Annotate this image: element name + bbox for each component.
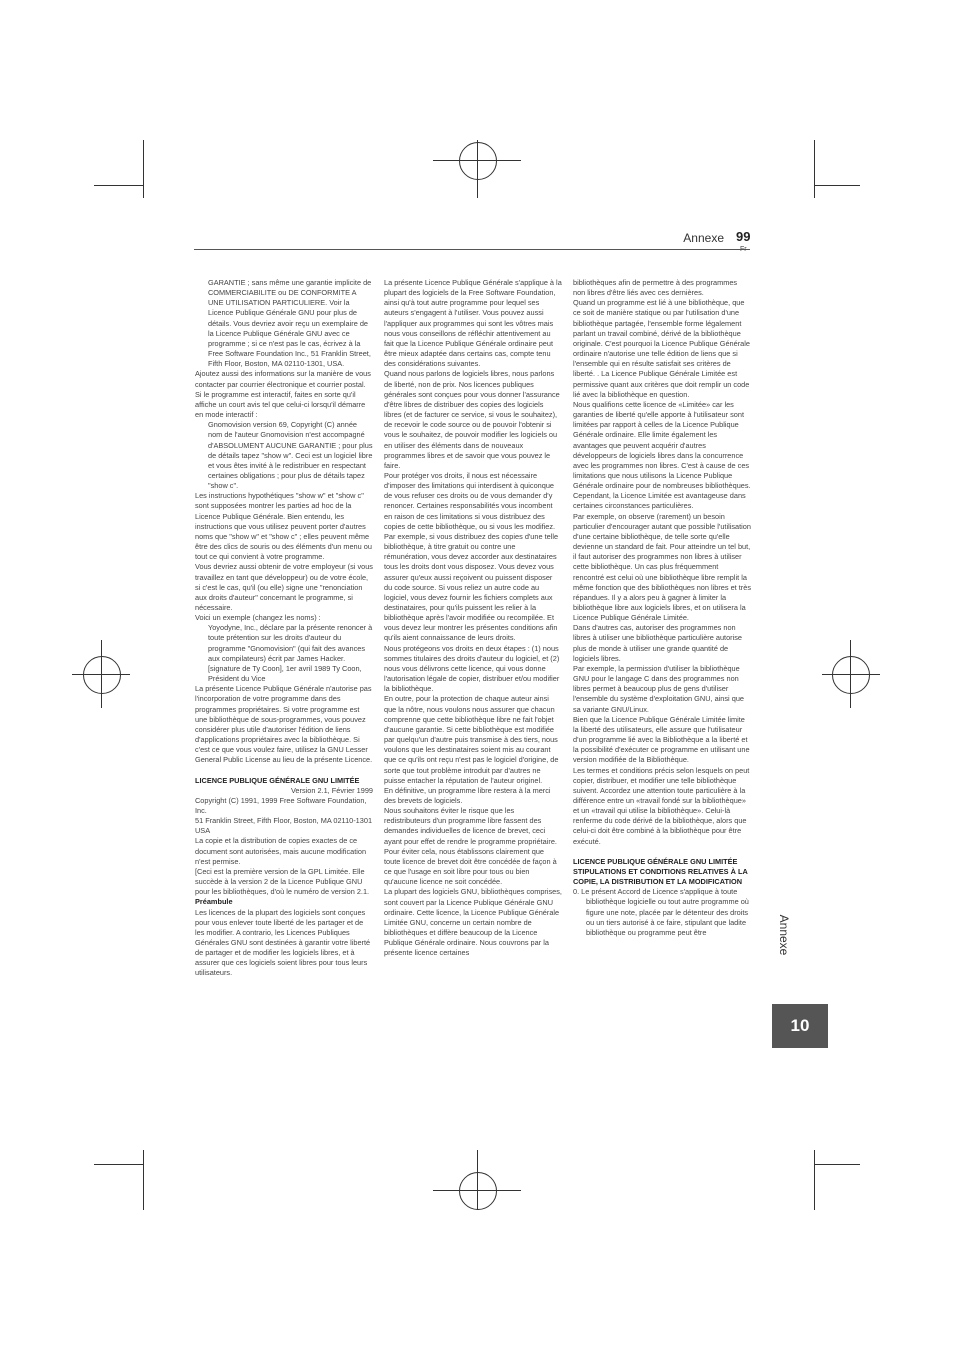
paragraph: Par exemple, on observe (rarement) un besoin particulier d'encourager autant que possible l'utilisation d'une certaine bibliothèque, de telle sorte qu'elle devienne un standard de fait. Pour atteindre un tel but, il faut autoriser des programmes non libres à utiliser cette bibliothèque. Un cas plus fréquemment rencontré est celui où une bibliothèque libre remplit la même fonction que des bibliothèques non libres et très répandues. Il y a alors peu à gagner à limiter la bibliothèque libre aux logiciels libres, et on utilisera la Licence Publique Générale Limitée. xyxy=(573,511,751,623)
crop-mark xyxy=(143,140,144,198)
paragraph: Par exemple, la permission d'utiliser la bibliothèque GNU pour le langage C dans des programmes non libres permet à beaucoup plus de gens d'utiliser l'ensemble du système d'exploitation GNU, ainsi que sa variante GNU/Linux. xyxy=(573,663,744,714)
chapter-tab: 10 xyxy=(772,1004,828,1048)
paragraph: Les instructions hypothétiques "show w" et "show c" sont supposées montrer les parties ad hoc de la Licence Publique Générale. Bien entendu, les instructions que vous utilisez peuvent porter d'autres noms que "show w" et "show c" ; elles peuvent même être des clics de souris ou des éléments d'un menu ou tout ce qui convient à votre programme. xyxy=(195,491,372,562)
paragraph: LICENCE PUBLIQUE GÉNÉRALE GNU LIMITÉE xyxy=(195,775,360,785)
page-number: 99 xyxy=(736,229,751,244)
paragraph: Préambule xyxy=(195,897,233,907)
paragraph: Copyright (C) 1991, 1999 Free Software Foundation, Inc. xyxy=(195,795,367,815)
registration-mark-icon xyxy=(83,656,121,694)
paragraph: Voici un exemple (changez les noms) : xyxy=(195,613,321,623)
paragraph: Ajoutez aussi des informations sur la manière de vous contacter par courrier électronique et courrier postal. xyxy=(195,369,371,389)
paragraph: En outre, pour la protection de chaque auteur ainsi que la nôtre, nous voulons nous assurer que chacun comprenne que cette bibliothèque libre ne fait l'objet d'aucune garantie. Si cette bibliothèque est modifiée par quelqu'un d'autre puis transmise à des tiers, nous voulons que les destinataires soient mis au courant que ce qu'ils ont reçu n'est pas le logiciel d'origine, de sorte que tout problème introduit par d'autres ne puisse entacher la réputation de l'auteur originel. xyxy=(384,694,559,785)
paragraph: Quand un programme est lié à une bibliothèque, que ce soit de manière statique ou par l'utilisation d'une bibliothèque partagée, l'ensemble forme légalement parlant un travail combiné, dérivé de la bibliothèque originale. C'est pourquoi la Licence Publique Générale ordinaire n'autorise une telle édition de liens que si l'ensemble qui en résulte satisfait ses critères de liberté. . La Licence Publique Générale Limitée est permissive quant aux critères que doit remplir un code lié avec la bibliothèque en question. xyxy=(573,298,750,399)
paragraph: Nous souhaitons éviter le risque que les redistributeurs d'un programme libre fassent des demandes individuelles de licence de brevet, ceci ayant pour effet de rendre le programme propriétaire. Pour éviter cela, nous établissons clairement que toute licence de brevet doit être concédée de façon à ce que l'usage en soit libre pour tous ou bien qu'aucune licence ne soit concédée. xyxy=(384,806,557,887)
paragraph: 51 Franklin Street, Fifth Floor, Boston, MA 02110-1301 USA xyxy=(195,816,373,836)
crop-mark xyxy=(94,185,144,186)
header-rule xyxy=(194,249,750,250)
paragraph: En définitive, un programme libre restera à la merci des brevets de logiciels. xyxy=(384,785,551,805)
crop-mark xyxy=(143,1150,144,1210)
paragraph: Gnomovision version 69, Copyright (C) année nom de l'auteur Gnomovision n'est accompagné d'ABSOLUMENT AUCUNE GARANTIE ; pour plus de détails tapez "show w". Ceci est un logiciel libre et vous êtes invité à le redistribuer en respectant certaines obligations ; pour plus de détails tapez "show c". xyxy=(208,420,373,491)
paragraph: La plupart des logiciels GNU, bibliothèques comprises, sont couvert par la Licence Publique Générale GNU ordinaire. Cette licence, la Licence Publique Générale Limitée GNU, concerne un certain nombre de bibliothèques et diffère beaucoup de la Licence Publique Générale ordinaire. Nous couvrons par la présente licence certaines xyxy=(384,887,562,958)
paragraph: bibliothèques afin de permettre à des programmes non libres d'être liés avec ces dernières. xyxy=(573,278,738,298)
paragraph: La présente Licence Publique Générale s'applique à la plupart des logiciels de la Free Software Foundation, ainsi qu'à tout autre programme pour lequel ses auteurs s'engagent à l'utiliser. Vous pouvez aussi l'appliquer aux programmes qui sont les vôtres mais nous vous conseillons de réfléchir attentivement au fait que la Licence Publique Générale ordinaire peut être mieux adaptée dans certains cas, compte tenu des considérations suivantes. xyxy=(384,278,562,369)
paragraph: LICENCE PUBLIQUE GÉNÉRALE GNU LIMITÉE STIPULATIONS ET CONDITIONS RELATIVES À LA COPIE, LA DISTRIBUTION ET LA MODIFICATION xyxy=(573,856,748,887)
paragraph: Version 2.1, Février 1999 xyxy=(290,785,373,795)
paragraph: Nous protégeons vos droits en deux étapes : (1) nous sommes titulaires des droits d'auteur du logiciel, et (2) nous vous délivrons cette licence, qui vous donne l'autorisation légale de copier, distribuer et/ou modifier la bibliothèque. xyxy=(384,643,560,694)
paragraph: Dans d'autres cas, autoriser des programmes non libres à utiliser une bibliothèque particulière autorise plus de monde à utiliser une grande quantité de logiciels libres. xyxy=(573,623,743,663)
paragraph: La présente Licence Publique Générale n'autorise pas l'incorporation de votre programme dans des programmes propriétaires. Si votre programme est une bibliothèque de sous-programmes, vous pouvez considérer plus utile d'autoriser l'édition de liens d'applications propriétaires avec la bibliothèque. Si c'est ce que vous voulez faire, utilisez la GNU Lesser General Public License au lieu de la présente Licence. xyxy=(195,684,373,765)
paragraph: GARANTIE ; sans même une garantie implicite de COMMERCIABILITE ou DE CONFORMITE A UNE UTILISATION PARTICULIERE. Voir la Licence Publique Générale GNU pour plus de détails. Vous devriez avoir reçu un exemplaire de la Licence Publique Générale GNU avec ce programme ; si ce n'est pas le cas, écrivez à la Free Software Foundation Inc., 51 Franklin Street, Fifth Floor, Boston, MA 02110-1301, USA. xyxy=(208,278,372,369)
registration-mark-icon xyxy=(459,1172,497,1210)
paragraph: Les termes et conditions précis selon lesquels on peut copier, distribuer, et modifier une telle bibliothèque suivent. Accordez une attention toute particulière à la différence entre un «travail fondé sur la bibliothèque» et un «travail qui utilise la bibliothèque». Celui-là renferme du code dérivé de la bibliothèque, alors que celui-ci doit être combiné à la bibliothèque pour être exécuté. xyxy=(573,765,750,846)
paragraph: La copie et la distribution de copies exactes de ce document sont autorisées, mais aucune modification n'est permise. xyxy=(195,836,367,866)
text-column-3 xyxy=(573,278,751,938)
paragraph: Quand nous parlons de logiciels libres, nous parlons de liberté, non de prix. Nos licences publiques générales sont conçues pour vous donner l'assurance d'être libres de distribuer des copies des logiciels libres (et de facturer ce service, si vous le souhaitez), de recevoir le code source ou de pouvoir l'obtenir si vous le souhaitez, de pouvoir modifier les logiciels ou en utiliser des éléments dans de nouveaux programmes libres et de savoir que vous pouvez le faire. xyxy=(384,369,560,470)
paragraph: Pour protéger vos droits, il nous est nécessaire d'imposer des limitations qui interdisent à quiconque de vous refuser ces droits ou de vous demander d'y renoncer. Certaines responsabilités vous incombent en raison de ces limitations si vous distribuez des copies de cette bibliothèque, ou si vous les modifiez. xyxy=(384,470,556,531)
section-title: Annexe xyxy=(683,231,724,245)
paragraph: Yoyodyne, Inc., déclare par la présente renoncer à toute prétention sur les droits d'auteur du programme "Gnomovision" (qui fait des avances aux compilateurs) écrit par James Hacker. [signature de Ty Coon], 1er avril 1989 Ty Coon, Président du Vice xyxy=(208,623,373,684)
crop-mark xyxy=(814,1150,815,1210)
crop-mark xyxy=(814,1164,860,1165)
text-column-1 xyxy=(195,278,373,979)
crop-mark xyxy=(814,185,860,186)
paragraph: 0. Le présent Accord de Licence s'applique à toute bibliothèque logicielle ou tout autre programme où figure une note, placée par le détenteur des droits ou un tiers autorisé à ce faire, stipulant que ladite bibliothèque ou programme peut être xyxy=(573,887,749,937)
paragraph: Si le programme est interactif, faites en sorte qu'il affiche un court avis tel que celui-ci lorsqu'il démarre en mode interactif : xyxy=(195,389,366,420)
side-tab-label: Annexe xyxy=(777,914,791,956)
paragraph: Nous qualifions cette licence de «Limitée» car les garanties de liberté qu'elle apporte à l'utilisateur sont limitées par rapport à celles de la Licence Publique Générale ordinaire. Elle limite également les avantages que peuvent acquérir d'autres développeurs de logiciels libres dans la concurrence avec les programmes non libres. C'est à cause de ces limitations que nous utilisons la Licence Publique Générale ordinaire pour de nombreuses bibliothèques. Cependant, la Licence Limitée est avantageuse dans certaines circonstances particulières. xyxy=(573,399,751,511)
registration-mark-icon xyxy=(459,142,497,180)
crop-mark xyxy=(94,1164,144,1165)
paragraph: Par exemple, si vous distribuez des copies d'une telle bibliothèque, à titre gratuit ou contre une rémunération, vous devez accorder aux destinataires tous les droits dont vous disposez. Vous devez vous assurer qu'eux aussi reçoivent ou puissent disposer du code source. Si vous reliez un autre code au logiciel, vous devez fournir les fichiers complets aux destinataires, pour qu'ils puissent les relier à la bibliothèque après l'avoir modifiée ou recompilée. Et vous devez leur montrer les présentes conditions afin qu'ils aient connaissance de leurs droits. xyxy=(384,531,559,643)
crop-mark xyxy=(814,140,815,198)
paragraph: Vous devriez aussi obtenir de votre employeur (si vous travaillez en tant que développeur) ou de votre école, si c'est le cas, qu'il (ou elle) signe une "renonciation aux droits d'auteur" concernant le programme, si nécessaire. xyxy=(195,562,373,612)
paragraph: Bien que la Licence Publique Générale Limitée limite la liberté des utilisateurs, elle assure que l'utilisateur d'un programme lié avec la Bibliothèque a la liberté et la possibilité d'exécuter ce programme en utilisant une version modifiée de la Bibliothèque. xyxy=(573,714,750,765)
paragraph: [Ceci est la première version de la GPL Limitée. Elle succède à la version 2 de la Licence Publique GNU pour les bibliothèques, d'où le numéro de version 2.1. xyxy=(195,866,370,897)
registration-mark-icon xyxy=(832,656,870,694)
text-column-2 xyxy=(384,278,562,958)
paragraph: Les licences de la plupart des logiciels sont conçues pour vous enlever toute liberté de les partager et de les modifier. A contrario, les Licences Publiques Générales GNU sont destinées à garantir votre liberté de partager et de modifier les logiciels libres, et à assurer que ces logiciels soient libres pour tous leurs utilisateurs. xyxy=(195,907,371,978)
